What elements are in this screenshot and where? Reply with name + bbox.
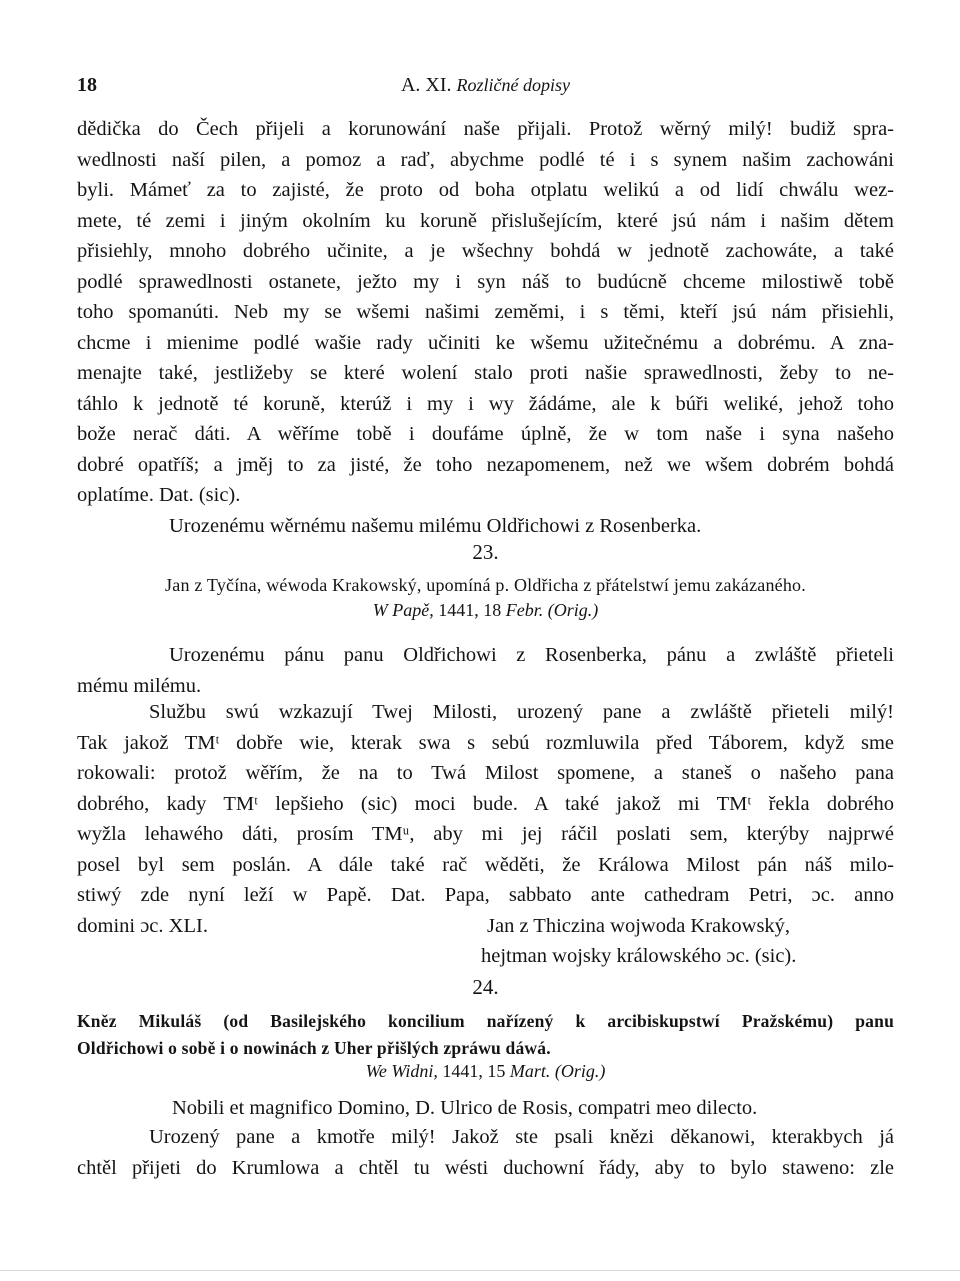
text-line: bože nerač dáti. A wěříme tobě i doufáme úplně, že w tom naše i syna našeho	[77, 423, 894, 445]
doc24-summary	[77, 1008, 894, 1062]
text-line: chcme i mienime podlé wašie rady učiniti ke wšemu užitečnému a dobrému. A zna-	[77, 331, 894, 354]
text-line: wedlnosti naší pilen, a pomoz a raď, abychme podlé té i s synem našim zachowáni	[77, 148, 894, 171]
summary-line: Kněz Mikuláš (od Basilejského koncilium nařízený k arcibiskupstwí Pražskému) panu	[77, 1011, 894, 1031]
running-title	[77, 74, 894, 97]
source-place: We Widni,	[365, 1061, 438, 1081]
address-line: Urozenému pánu panu Oldřichowi z Rosenberka, pánu a zwláště přieteli	[169, 644, 894, 666]
source-place: W Papě,	[372, 600, 434, 620]
body-line: posel byl sem poslán. A dále také rač wěděti, že Králowa Milost pán náš milo-	[77, 853, 894, 876]
source-orig: (Orig.)	[547, 600, 599, 620]
text-line: dědička do Čech přijeli a korunowání naše přijali. Protož wěrný milý! budiž spra-	[77, 118, 894, 140]
source-date: 1441, 15	[442, 1061, 506, 1081]
text-line: táhlo k jednotě té koruně, kterúž i my i wy žádáme, ale k búři weliké, jehož toho	[77, 392, 894, 415]
source-orig: (Orig.)	[554, 1061, 606, 1081]
address-line: Urozenému wěrnému našemu milému Oldřichowi z Rosenberka.	[169, 514, 702, 537]
text-line: menajte také, jestližeby se které wolení stalo proti našie sprawedlnosti, žeby to ne-	[77, 362, 894, 384]
body-line: dobrého, kady TMᵗ lepšieho (sic) moci bude. A také jakož mi TMᵗ řekla dobrého	[77, 792, 894, 815]
signature-line: hejtman wojsky králowského ɔc. (sic).	[481, 945, 797, 967]
source-month: Febr.	[505, 600, 544, 620]
body-line: Urozený pane a kmotře milý! Jakož ste psali knězi děkanowi, kterakbych já	[149, 1126, 894, 1148]
running-title-italic: Rozličné dopisy	[456, 75, 571, 95]
document-number-24: 24.	[472, 975, 499, 999]
body-line: rokowali: protož wěřím, že na to Twá Milost spomene, a staneš o našeho pana	[77, 762, 894, 784]
text-line: oplatíme. Dat. (sic).	[77, 484, 241, 506]
page-header	[77, 74, 894, 100]
body-line: Tak jakož TMᵗ dobře wie, kterak swa s sebú rozmluwila před Táborem, když sme	[77, 731, 894, 754]
text-line: přisiehly, mnoho dobrého učinite, a je wšechny bohdá w jednotě zachowáte, a také	[77, 240, 894, 262]
doc24-source	[77, 1058, 894, 1085]
body-line: stiwý zde nyní leží w Papě. Dat. Papa, sabbato ante cathedram Petri, ɔc. anno	[77, 884, 894, 906]
signature-line: Jan z Thiczina wojwoda Krakowský,	[487, 915, 791, 937]
source-date: 1441, 18	[438, 600, 502, 620]
address-line: Nobili et magnifico Domino, D. Ulrico de Rosis, compatri meo dilecto.	[172, 1097, 758, 1119]
body-line: chtěl přijeti do Krumlowa a chtěl tu wésti duchowní řády, aby to bylo staweno: zle	[77, 1156, 894, 1179]
text-line: mete, té zemi i jiným okolním ku koruně přislušejícím, které jsú nám i našim dětem	[77, 209, 894, 232]
text-line: toho spomanúti. Neb my se wšemi našimi zeměmi, i s těmi, kteří jsú nám přisiehli,	[77, 301, 894, 323]
body-line: Službu swú wzkazují Twej Milosti, urozený pane a zwláště přieteli milý!	[149, 701, 894, 723]
text-line: dobré opatříš; a jměj to za jisté, že toho nezapomenem, než we wšem dobrém bohdá	[77, 453, 894, 476]
document-number-23: 23.	[472, 540, 499, 564]
doc23-body	[77, 697, 894, 941]
body-line: wyžla lehawého dáti, prosím TMᵘ, aby mi jej ráčil poslati sem, kterýby najprwé	[77, 823, 894, 845]
running-title-prefix: A. XI.	[400, 74, 452, 96]
address-line: mému milému.	[77, 674, 202, 697]
doc24-body	[77, 1122, 894, 1183]
text-line: byli. Mámeť za to zajisté, že proto od boha otplatu welikú a od lidí chwálu wez-	[77, 179, 894, 201]
page-number: 18	[77, 74, 97, 96]
source-month: Mart.	[509, 1061, 551, 1081]
doc23-summary	[77, 572, 894, 599]
summary-line: Oldřichowi o sobě i o nowinách z Uher přišlých zpráwu dáwá.	[77, 1038, 551, 1058]
text-line: podlé sprawedlnosti ostanete, ježto my i syn náš to budúcně chceme milostiwě tobě	[77, 270, 894, 293]
doc23-source	[77, 597, 894, 624]
body-line: domini ɔc. XLI.	[77, 914, 208, 937]
top-text-block	[77, 114, 894, 541]
page-edge-divider	[0, 1270, 960, 1271]
doc24-address	[77, 1093, 894, 1124]
doc23-address	[77, 640, 894, 701]
summary-line: Jan z Tyčína, wéwoda Krakowský, upomíná p. Oldřicha z přátelstwí jemu zakázaného.	[165, 575, 806, 595]
